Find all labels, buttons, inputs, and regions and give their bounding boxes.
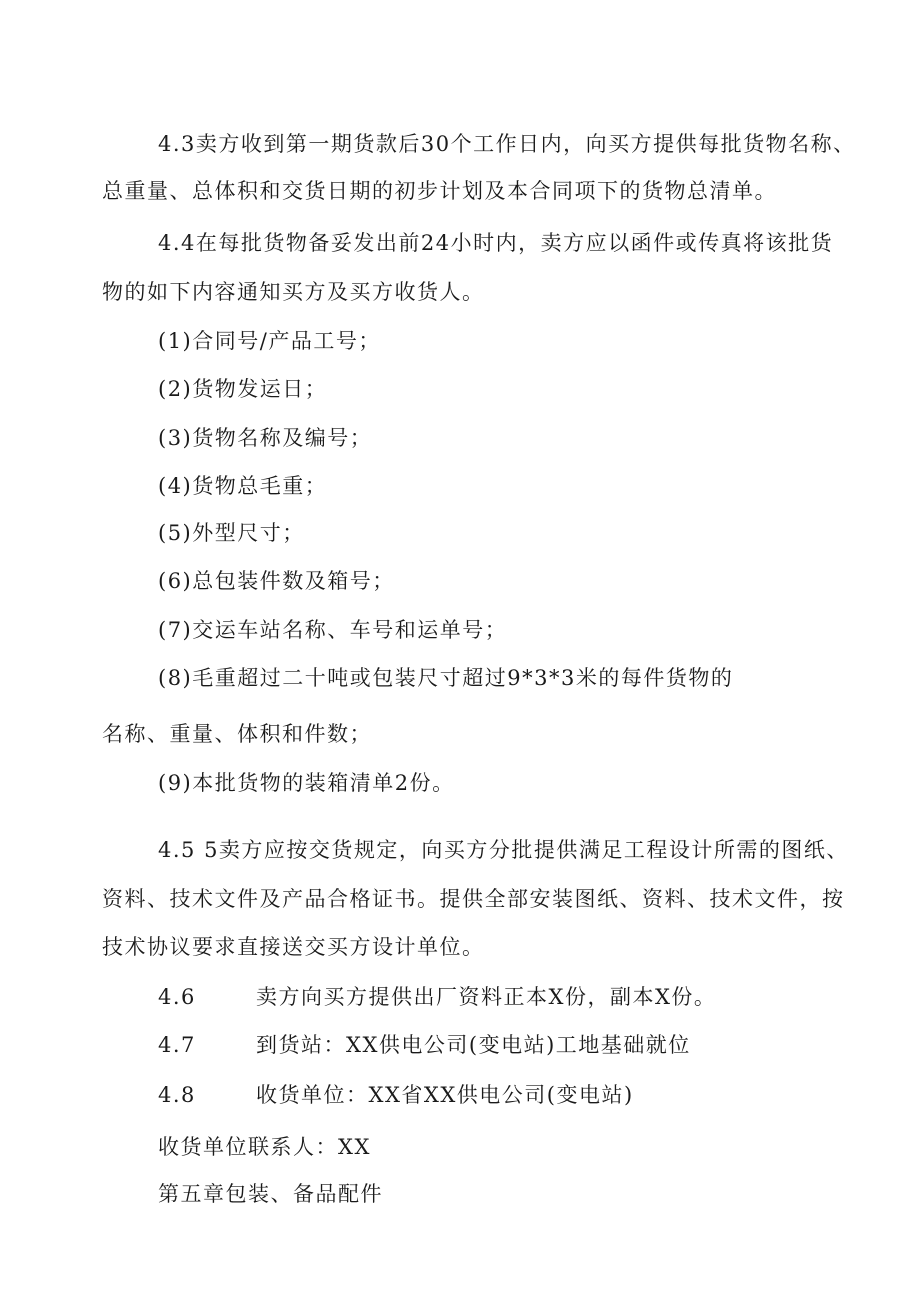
list-item: (8)毛重超过二十吨或包装尺寸超过9*3*3米的每件货物的 [158,666,734,690]
para-4-5-line-2: 资料、技术文件及产品合格证书。提供全部安装图纸、资料、技术文件，按 [102,887,845,911]
list-item: (1)合同号/产品工号； [158,329,381,353]
list-item: (4)货物总毛重； [158,474,328,498]
para-4-4-line-1: 4.4在每批货物备妥发出前24小时内，卖方应以函件或传真将该批货 [158,231,834,255]
para-4-6 [158,983,716,1011]
clause-text: 卖方向买方提供出厂资料正本X份，副本X份。 [256,985,717,1009]
clause-text: 到货站：XX供电公司(变电站)工地基础就位 [256,1033,691,1057]
para-4-4-line-2: 物的如下内容通知买方及买方收货人。 [102,280,485,304]
list-item: (6)总包装件数及箱号； [158,569,395,593]
list-item-continuation: 名称、重量、体积和件数； [102,722,372,746]
clause-number: 4.6 [158,985,196,1009]
chapter-heading: 第五章包装、备品配件 [158,1182,383,1206]
para-4-5-line-3: 技术协议要求直接送交买方设计单位。 [102,935,485,959]
list-item: (7)交运车站名称、车号和运单号； [158,618,508,642]
list-item: (3)货物名称及编号； [158,426,373,450]
clause-text: 收货单位：XX省XX供电公司(变电站) [256,1083,634,1107]
para-4-8 [158,1081,634,1109]
para-4-3-line-1: 4.3卖方收到第一期货款后30个工作日内，向买方提供每批货物名称、 [158,132,856,156]
consignee-contact: 收货单位联系人：XX [158,1135,371,1159]
para-4-5-line-1: 4.5 5卖方应按交货规定，向买方分批提供满足工程设计所需的图纸、 [158,838,849,862]
list-item: (2)货物发运日； [158,377,328,401]
list-item: (5)外型尺寸； [158,521,305,545]
list-item: (9)本批货物的装箱清单2份。 [158,771,455,795]
para-4-7 [158,1031,691,1059]
clause-number: 4.8 [158,1083,196,1107]
clause-number: 4.7 [158,1033,196,1057]
para-4-3-line-2: 总重量、总体积和交货日期的初步计划及本合同项下的货物总清单。 [102,179,777,203]
